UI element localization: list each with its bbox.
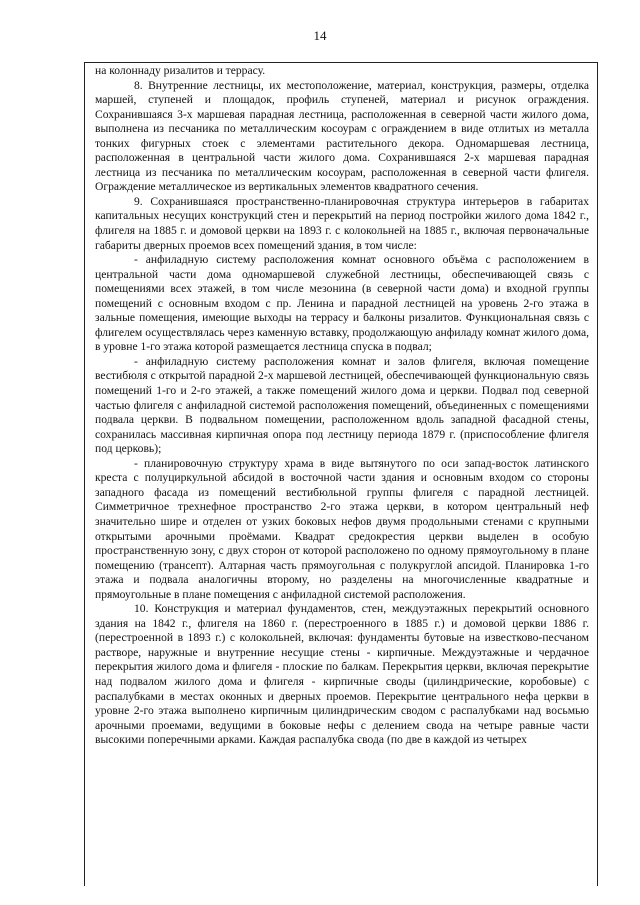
paragraph-item-10: 10. Конструкция и материал фундаментов, стен, междуэтажных перекрытий основного здания на 1842 г., флигеля на 1860 г. (перестроенного в 1885 г.) и домовой церкви 1886 г. (перестроенной в 1893 г.) с колокольней, включая: фундаменты бутовые на известково-песчаном растворе, наружные и внутренние несущие стены - кирпичные. Междуэтажные и чердачное перекрытия жилого дома и флигеля - плоские по балкам. Перекрытия церкви, включая перекрытие над подвалом жилого дома и флигеля - кирпичные своды (цилиндрические, коробовые) с распалубками в местах оконных и дверных проемов. Перекрытие центрального нефа церкви в уровне 2-го этажа выполнено кирпичным цилиндрическим сводом с распалубками над восьмью арочными проемами, ведущими в боковые нефы с делением свода на четыре равные части высокими поперечными арками. Каждая распалубка свода (по две в каждой из четырех bbox=[95, 602, 589, 747]
paragraph-item-8: 8. Внутренние лестницы, их местоположение, материал, конструкция, размеры, отделка маршей, ступеней и площадок, профиль ступеней, материал и рисунок ограждения. Сохранившаяся 3-х маршевая парадная лестница, расположенная в северной части жилого дома, выполнена из песчаника по металлическим косоурам с ограждением в виде отлитых из металла тонких фигурных стоек с элементами растительного декора. Одномаршевая лестница, расположенная в центральной части жилого дома. Сохранившаяся 2-х маршевая парадная лестница из песчаника по металлическим косоурам, расположенная в северной части флигеля. Ограждение металлическое из вертикальных элементов квадратного сечения. bbox=[95, 78, 589, 194]
paragraph-sub-item: - планировочную структуру храма в виде вытянутого по оси запад-восток латинского креста с полуциркульной абсидой в восточной части здания и основным входом со стороны западного фасада из помещений вестибюльной группы флигеля с парадной лестницей. Симметричное трехнефное пространство 2-го этажа церкви, в котором центральный неф значительно шире и отделен от узких боковых нефов двумя продольными стенами с крупными открытыми арочными проёмами. Квадрат средокрестия церкви выделен в особую пространственную зону, с двух сторон от которой расположено по одному прямоугольному в плане помещению (трансепт). Алтарная часть прямоугольная с полукруглой апсидой. Планировка 1-го этажа и подвала аналогичны второму, но разделены на многочисленные квадратные и прямоугольные в плане помещения с анфиладной системой расположения. bbox=[95, 456, 589, 601]
document-body bbox=[95, 64, 589, 748]
paragraph: на колоннаду ризалитов и террасу. bbox=[95, 64, 266, 77]
page-number: 14 bbox=[313, 28, 327, 43]
paragraph-sub-item: - анфиладную систему расположения комнат основного объёма с расположением в центральной части дома одномаршевой служебной лестницы, обеспечивающей связь с помещениями всех этажей, в том числе мезонина (в северной части дома) и входной группы помещений с основным входом с пр. Ленина и парадной лестницей на уровень 2-го этажа в зальные помещения, имеющие выходы на террасу и балконы ризалитов. Функциональная связь с флигелем осуществлялась через каменную вставку, продолжающую анфиладу комнат жилого дома, в уровне 1-го этажа которой размещается лестница спуска в подвал; bbox=[95, 253, 589, 354]
paragraph-item-9: 9. Сохранившаяся пространственно-планировочная структура интерьеров в габаритах капитальных несущих конструкций стен и перекрытий на период постройки жилого дома 1842 г., флигеля на 1885 г. и домовой церкви на 1893 г. с колокольней на 1885 г., включая первоначальные габариты дверных проемов всех помещений здания, в том числе: bbox=[95, 194, 589, 252]
paragraph-sub-item: - анфиладную систему расположения комнат и залов флигеля, включая помещение вестибюля с открытой парадной 2-х маршевой лестницей, обеспечивающей функциональную связь помещений 1-го и 2-го этажей, а также помещений жилого дома и церкви. Подвал под северной частью флигеля с анфиладной системой расположения помещений, объединенных с помещениями подвала церкви. В подвальном помещении, расположенном вдоль западной фасадной стены, сохранилась массивная кирпичная опора под лестницу периода 1879 г. (приспособление флигеля под церковь); bbox=[95, 354, 589, 456]
document-frame bbox=[84, 62, 598, 886]
